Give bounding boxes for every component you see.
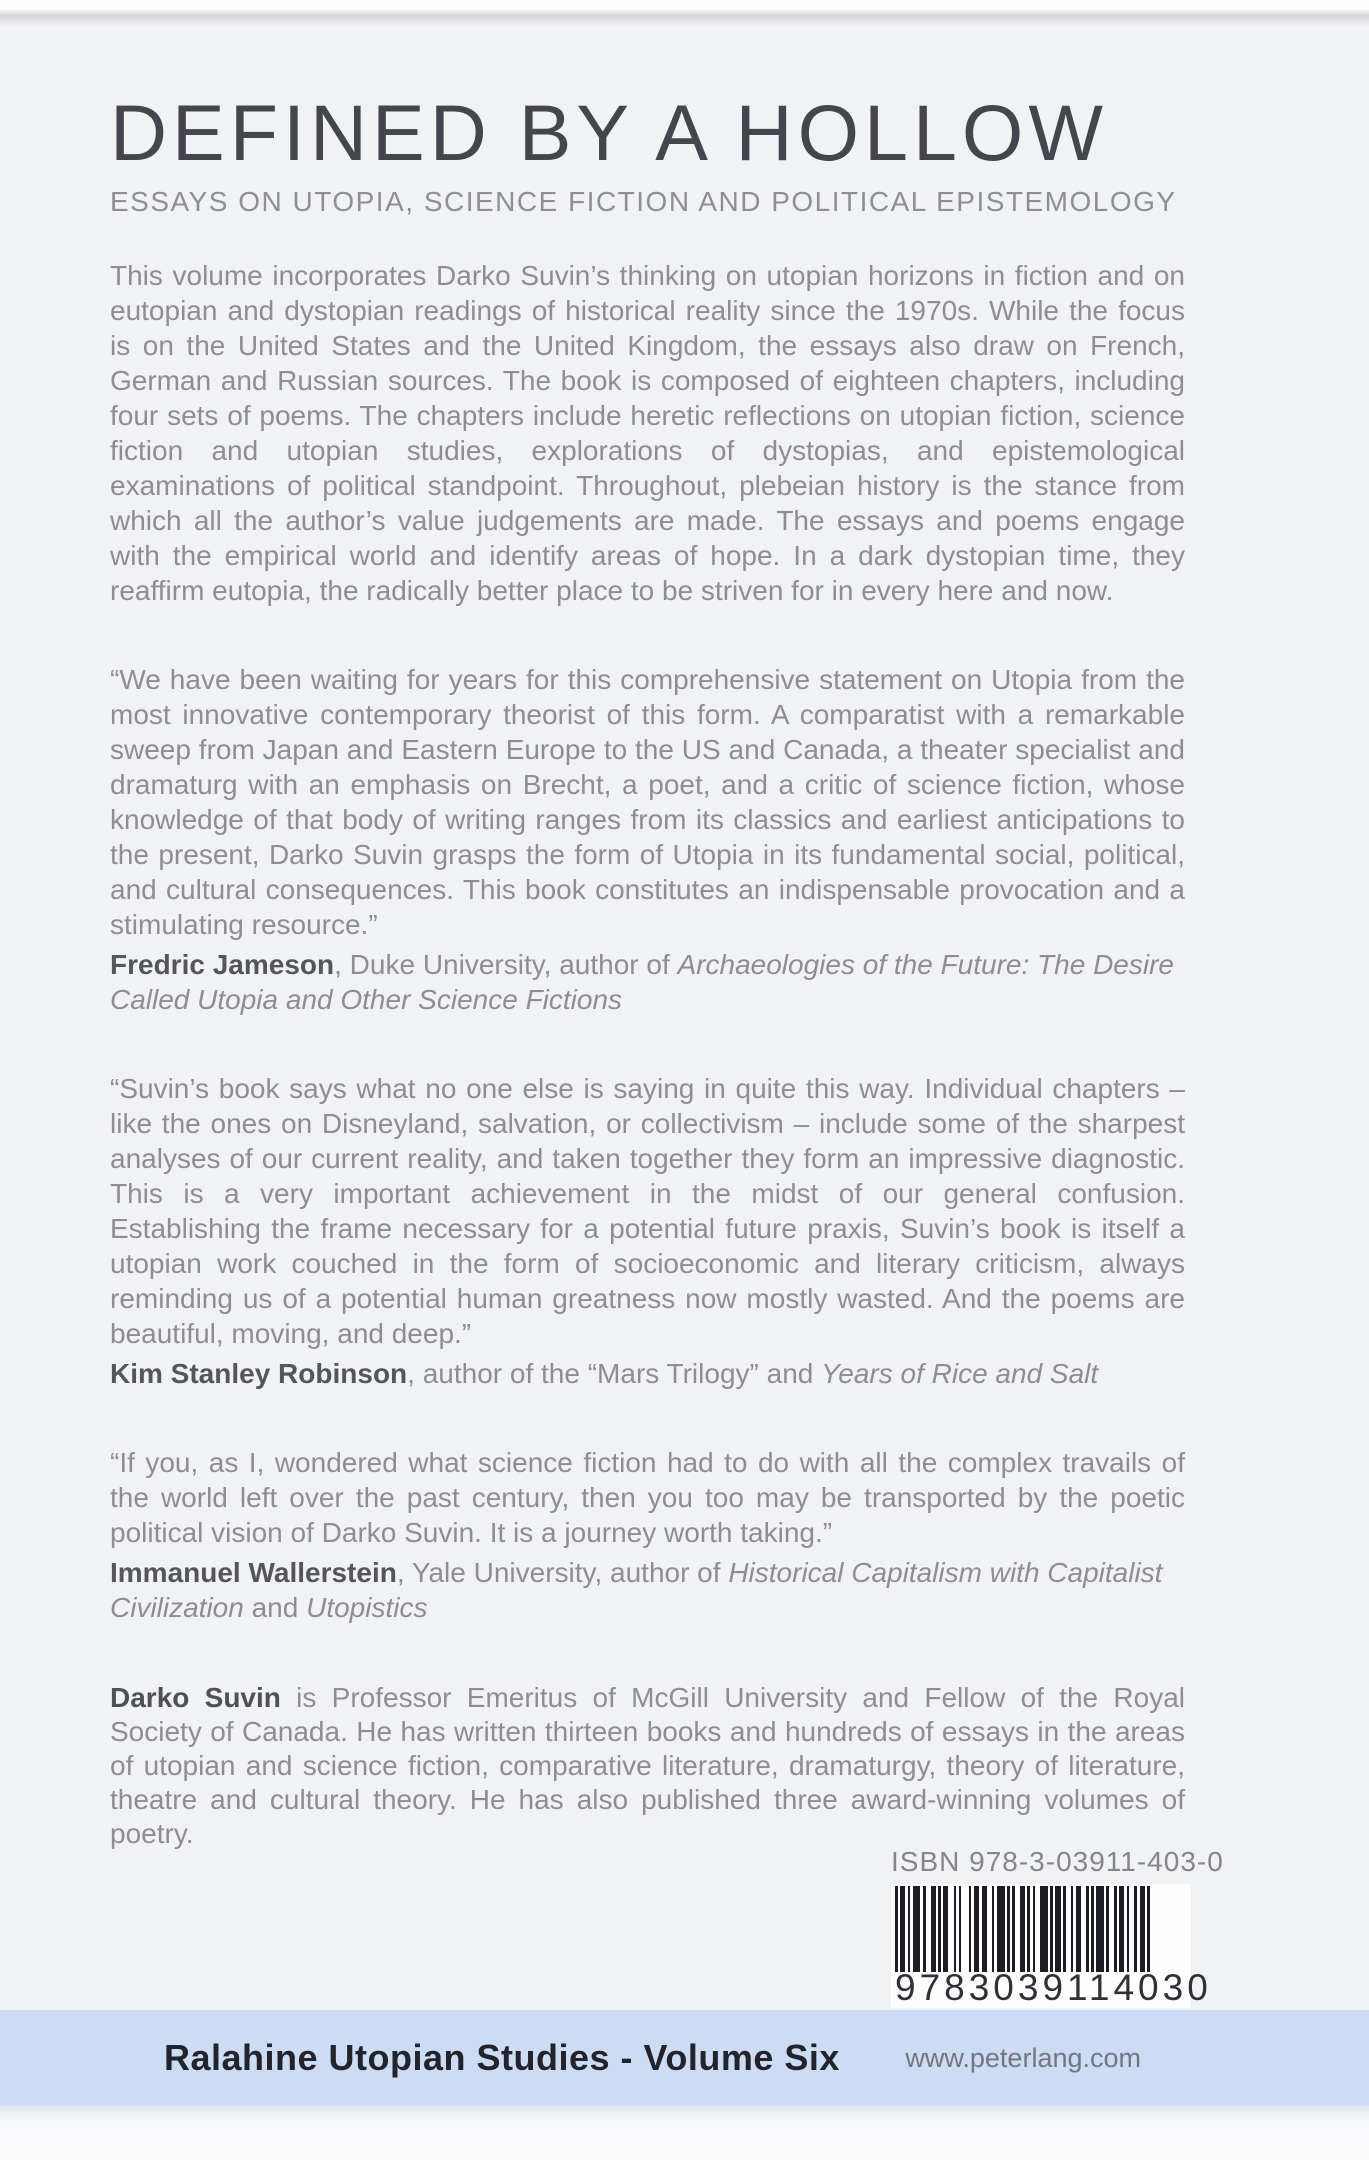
ean13-barcode <box>891 1884 1212 2008</box>
book-title: DEFINED BY A HOLLOW <box>110 88 1108 177</box>
quote-attribution <box>110 1555 1185 1625</box>
attribution-affiliation: , author of the “Mars Trilogy” and <box>407 1358 822 1389</box>
series-title: Ralahine Utopian Studies - Volume Six <box>164 2037 840 2078</box>
quote-text: “If you, as I, wondered what science fiction had to do with all the complex travails of the world left over the past century, then you too may be transported by the poetic political vision of Darko Suvin. It is a journey worth taking.” <box>110 1447 1185 1548</box>
series-band <box>0 2010 1369 2106</box>
barcode-digit-prefix: 9 <box>895 1967 920 2008</box>
quote-text: “Suvin’s book says what no one else is saying in quite this way. Individual chapters – like the ones on Disneyland, salvation, or collectivism – include some of the sharpest analyses of our current reality, and taken together they form an impressive diagnostic. This is a very important achievement in the midst of our general confusion. Establishing the frame necessary for a potential future praxis, Suvin’s book is itself a utopian work couched in the form of socioeconomic and literary criticism, always reminding us of a potential human greatness now mostly wasted. And the poems are beautiful, moving, and deep.” <box>110 1073 1185 1349</box>
quote-text: “We have been waiting for years for this comprehensive statement on Utopia from the most innovative contemporary theorist of this form. A comparatist with a remarkable sweep from Japan and Eastern Europe to the US and Canada, a theater specialist and dramaturg with an emphasis on Brecht, a poet, and a critic of science fiction, whose knowledge of that body of writing ranges from its classics and earliest anticipations to the present, Darko Suvin grasps the form of Utopia in its fundamental social, political, and cultural consequences. This book constitutes an indispensable provocation and a stimulating resource.” <box>110 664 1185 940</box>
book-subtitle: ESSAYS ON UTOPIA, SCIENCE FICTION AND POLITICAL EPISTEMOLOGY <box>110 186 1177 217</box>
author-name: Darko Suvin <box>110 1682 281 1713</box>
quote-jameson <box>110 662 1185 1017</box>
attribution-affiliation: , Yale University, author of <box>396 1557 729 1588</box>
attribution-work: Historical Capitalism with Capitalist Civilization <box>110 1557 1163 1623</box>
isbn-label: ISBN 978-3-03911-403-0 <box>891 1846 1224 1877</box>
page-bottom-edge <box>0 2106 1369 2160</box>
attribution-name: Immanuel Wallerstein <box>110 1557 397 1588</box>
attribution-name: Fredric Jameson <box>110 949 335 980</box>
publisher-url: www.peterlang.com <box>905 2042 1141 2073</box>
quote-attribution <box>110 1356 1185 1391</box>
attribution-work: Years of Rice and Salt <box>821 1358 1099 1389</box>
isbn-block <box>891 1846 1224 2008</box>
attribution-work-2: Utopistics <box>306 1592 428 1623</box>
intro-paragraph: This volume incorporates Darko Suvin’s thinking on utopian horizons in fiction and on eutopian and dystopian readings of historical reality since the 1970s. While the focus is on the United States and the United Kingdom, the essays also draw on French, German and Russian sources. The book is composed of eighteen chapters, including four sets of poems. The chapters include heretic reflections on utopian fiction, science fiction and utopian studies, explorations of dystopias, and epistemological examinations of political standpoint. Throughout, plebeian history is the stance from which all the author’s value judgements are made. The essays and poems engage with the empirical world and identify areas of hope. In a dark dystopian time, they reaffirm eutopia, the radically better place to be striven for in every here and now. <box>110 260 1185 606</box>
quote-robinson <box>110 1071 1185 1391</box>
attribution-name: Kim Stanley Robinson <box>110 1358 408 1389</box>
author-bio-text: is Professor Emeritus of McGill University and Fellow of the Royal Society of Canada. He has written thirteen books and hundreds of essays in the areas of utopian and science fiction, comparative literature, dramaturgy, theory of literature, theatre and cultural theory. He has also published three award-winning volumes of poetry. <box>110 1682 1185 1849</box>
author-bio <box>110 1681 1185 1851</box>
barcode-digit-group2: 114030 <box>1067 1967 1212 2008</box>
barcode-digit-group1: 783039 <box>919 1967 1068 2008</box>
barcode-digits <box>895 1967 1212 2008</box>
attribution-affiliation: , Duke University, author of <box>334 949 678 980</box>
barcode-bars-icon <box>895 1886 1187 1972</box>
attribution-connector: and <box>243 1592 307 1623</box>
quote-wallerstein <box>110 1445 1185 1625</box>
attribution-work: Archaeologies of the Future: The Desire Called Utopia and Other Science Fictions <box>110 949 1174 1015</box>
quote-attribution <box>110 947 1185 1017</box>
